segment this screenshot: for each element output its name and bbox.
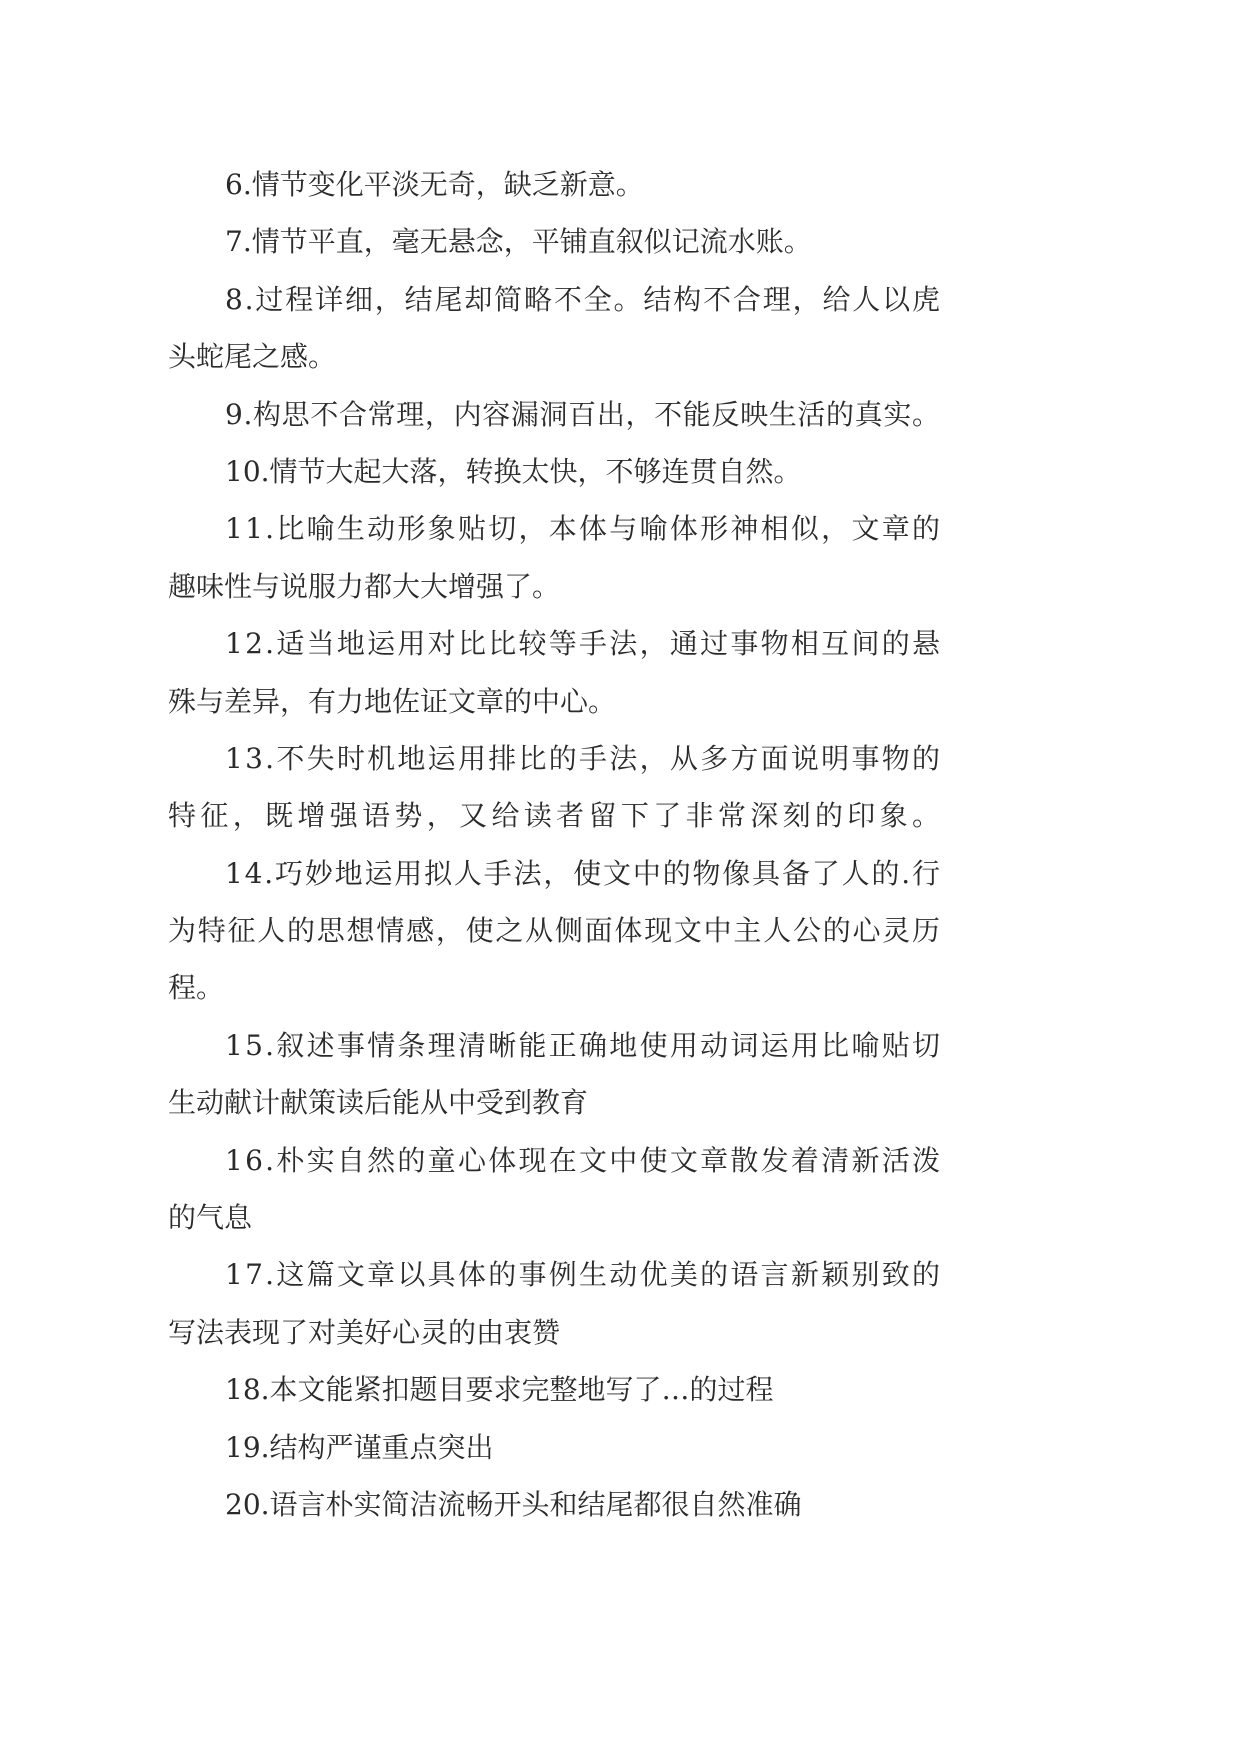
list-item	[168, 213, 940, 270]
text-line: 6.情节变化平淡无奇，缺乏新意。	[225, 168, 644, 201]
text-line: 12.适当地运用对比比较等手法，通过事物相互间的悬	[225, 627, 943, 661]
text-line: 17.这篇文章以具体的事例生动优美的语言新颖别致的	[225, 1258, 943, 1292]
list-item	[168, 1132, 943, 1247]
text-line: 20.语言朴实简洁流畅开头和结尾都很自然准确	[225, 1487, 802, 1521]
text-line: 14.巧妙地运用拟人手法，使文中的物像具备了人的.行	[225, 856, 942, 890]
list-item	[168, 386, 940, 443]
list-item	[168, 1361, 940, 1418]
text-line: 16.朴实自然的童心体现在文中使文章散发着清新活泼	[225, 1143, 943, 1177]
text-line: 特征，既增强语势，又给读者留下了非常深刻的印象。	[168, 799, 945, 833]
list-item	[168, 271, 940, 386]
text-line: 13.不失时机地运用排比的手法，从多方面说明事物的	[225, 741, 943, 775]
text-line: 写法表现了对美好心灵的由衷赞	[168, 1315, 561, 1349]
text-line: 趣味性与说服力都大大增强了。	[168, 569, 561, 603]
text-line: 头蛇尾之感。	[168, 340, 337, 374]
list-item	[168, 730, 945, 845]
text-line: 19.结构严谨重点突出	[225, 1430, 494, 1464]
text-line: 15.叙述事情条理清晰能正确地使用动词运用比喻贴切	[225, 1028, 943, 1062]
text-line: 生动献计献策读后能从中受到教育	[168, 1086, 589, 1120]
list-item	[168, 1476, 940, 1533]
text-line: 8.过程详细，结尾却简略不全。结构不合理，给人以虎	[225, 282, 942, 316]
text-line: 7.情节平直，毫无悬念，平铺直叙似记流水账。	[225, 225, 812, 259]
list-item	[168, 615, 943, 730]
list-item	[168, 1017, 943, 1132]
text-line: 10.情节大起大落，转换太快，不够连贯自然。	[225, 454, 802, 488]
document-body	[168, 156, 945, 1533]
text-line: 为特征人的思想情感，使之从侧面体现文中主人公的心灵历	[168, 914, 942, 948]
text-line: 18.本文能紧扣题目要求完整地写了…的过程	[225, 1373, 774, 1407]
text-line: 11.比喻生动形象贴切，本体与喻体形神相似，文章的	[225, 512, 943, 546]
list-item	[168, 1419, 940, 1476]
list-item	[168, 845, 940, 1017]
list-item	[168, 443, 940, 500]
text-line: 的气息	[168, 1201, 253, 1235]
list-item	[168, 1246, 943, 1361]
text-line: 程。	[168, 971, 225, 1005]
list-item	[168, 156, 940, 213]
text-line: 殊与差异，有力地佐证文章的中心。	[168, 684, 617, 718]
list-item	[168, 500, 943, 615]
text-line: 9.构思不合常理，内容漏洞百出，不能反映生活的真实。	[225, 397, 941, 431]
